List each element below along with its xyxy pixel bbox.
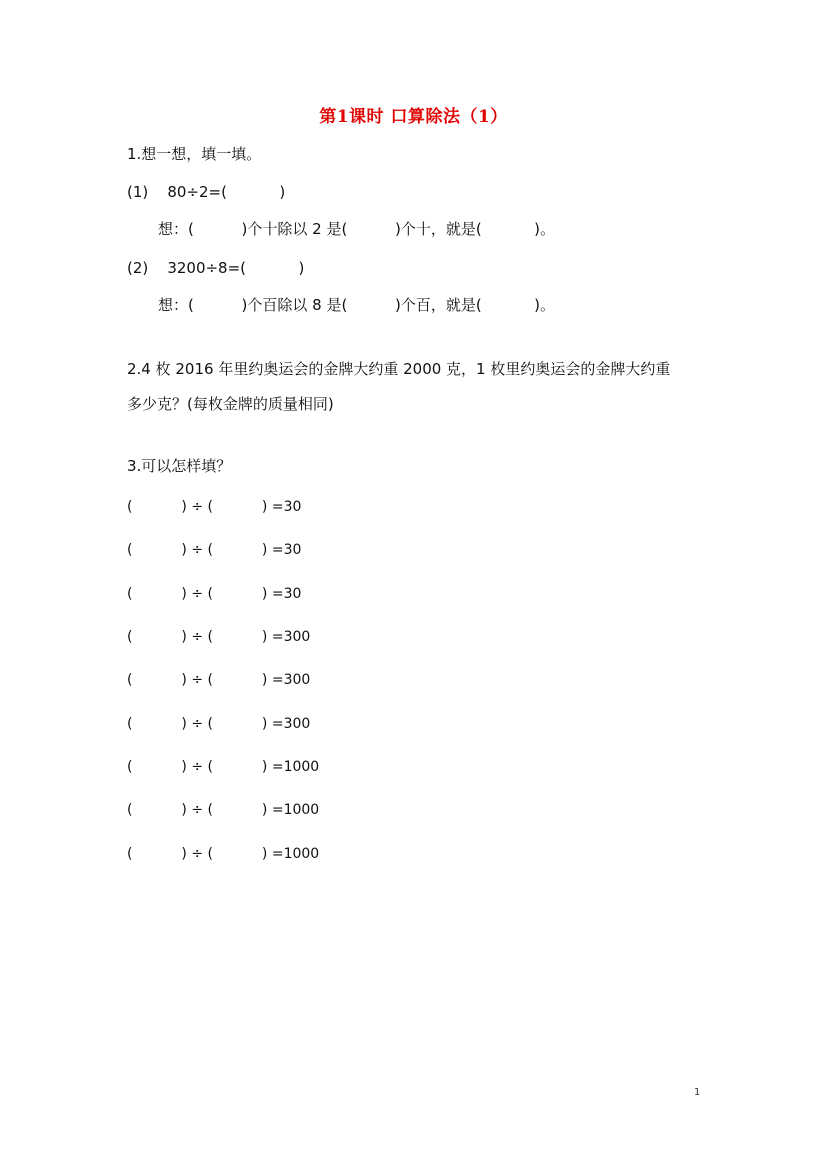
division-blank-row: ( ) ÷ ( ) =300 (127, 716, 311, 732)
division-blank-row: ( ) ÷ ( ) =300 (127, 672, 311, 688)
question-1-heading: 1.想一想，填一填。 (127, 145, 262, 163)
question-1-part-1-expression: (1) 80÷2=( ) (127, 183, 286, 201)
division-blank-row: ( ) ÷ ( ) =30 (127, 586, 302, 602)
question-1-part-2-expression: (2) 3200÷8=( ) (127, 259, 305, 277)
division-blank-row: ( ) ÷ ( ) =1000 (127, 759, 320, 775)
question-2-line-2: 多少克？(每枚金牌的质量相同) (127, 395, 334, 413)
question-1-part-1-hint: 想：( )个十除以 2 是( )个十，就是( )。 (158, 220, 556, 238)
question-1-part-2-hint: 想：( )个百除以 8 是( )个百，就是( )。 (158, 296, 556, 314)
question-2-line-1: 2.4 枚 2016 年里约奥运会的金牌大约重 2000 克，1 枚里约奥运会的金牌大约重 (127, 360, 671, 378)
division-blank-row: ( ) ÷ ( ) =1000 (127, 802, 320, 818)
page-number: 1 (694, 1087, 701, 1098)
division-blank-row: ( ) ÷ ( ) =30 (127, 542, 302, 558)
question-3-heading: 3.可以怎样填？ (127, 457, 232, 475)
division-blank-row: ( ) ÷ ( ) =1000 (127, 846, 320, 862)
division-blank-row: ( ) ÷ ( ) =30 (127, 499, 302, 515)
page-title: 第1课时 口算除法（1） (319, 107, 508, 127)
division-blank-row: ( ) ÷ ( ) =300 (127, 629, 311, 645)
